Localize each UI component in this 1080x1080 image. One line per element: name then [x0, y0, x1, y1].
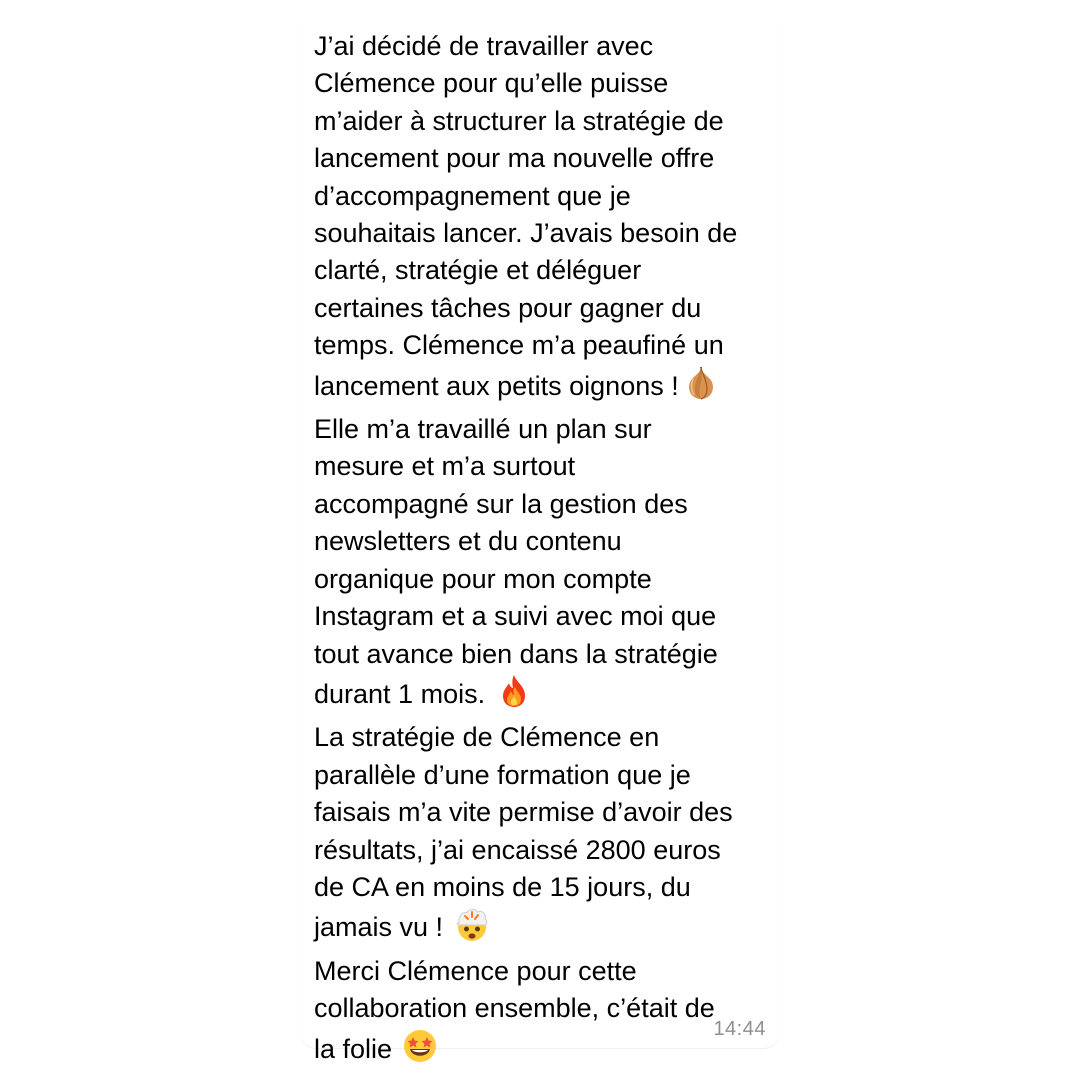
- star-struck-emoji-icon: [402, 1028, 438, 1074]
- message-line: résultats, j’ai encaissé 2800 euros: [314, 834, 721, 865]
- message-line: clarté, stratégie et déléguer: [314, 255, 642, 286]
- message-text: [314, 28, 770, 1074]
- message-line: mesure et m’a surtout: [314, 451, 576, 482]
- message-line-text: jamais vu !: [314, 912, 444, 943]
- message-line: lancement pour ma nouvelle offre: [314, 143, 715, 174]
- message-line-text: lancement aux petits oignons !: [314, 370, 679, 401]
- message-line: organique pour mon compte: [314, 563, 652, 594]
- message-line: newsletters et du contenu: [314, 526, 622, 557]
- message-line: Clémence pour qu’elle puisse: [314, 68, 669, 99]
- message-line: Merci Clémence pour cette: [314, 955, 637, 986]
- message-line: Instagram et a suivi avec moi que: [314, 601, 717, 632]
- message-line: de CA en moins de 15 jours, du: [314, 871, 691, 902]
- message-line-text: la folie: [314, 1033, 393, 1064]
- message-line-text: durant 1 mois.: [314, 678, 486, 709]
- message-line: J’ai décidé de travailler avec: [314, 31, 654, 61]
- message-line: Elle m’a travaillé un plan sur: [314, 414, 652, 445]
- onion-emoji-icon: [683, 365, 719, 411]
- message-line: m’aider à structurer la stratégie de: [314, 105, 724, 136]
- message-line: d’accompagnement que je: [314, 180, 631, 211]
- message-line-with-emoji: [314, 906, 770, 952]
- message-line: collaboration ensemble, c’était de: [314, 993, 715, 1024]
- message-line: tout avance bien dans la stratégie: [314, 638, 718, 669]
- message-line: certaines tâches pour gagner du: [314, 292, 702, 323]
- message-timestamp: 14:44: [713, 1018, 766, 1040]
- message-line: souhaitais lancer. J’avais besoin de: [314, 218, 738, 249]
- message-line-with-emoji: [314, 1028, 770, 1074]
- message-bubble[interactable]: [302, 20, 778, 1064]
- exploding-head-emoji-icon: [453, 906, 491, 952]
- message-line: La stratégie de Clémence en: [314, 722, 660, 753]
- message-line-with-emoji: [314, 673, 770, 719]
- message-line: accompagné sur la gestion des: [314, 488, 688, 519]
- fire-emoji-icon: [497, 673, 531, 719]
- message-line: temps. Clémence m’a peaufiné un: [314, 330, 724, 361]
- message-line-with-emoji: [314, 365, 770, 411]
- message-line: parallèle d’une formation que je: [314, 759, 691, 790]
- message-line: faisais m’a vite permise d’avoir des: [314, 797, 733, 828]
